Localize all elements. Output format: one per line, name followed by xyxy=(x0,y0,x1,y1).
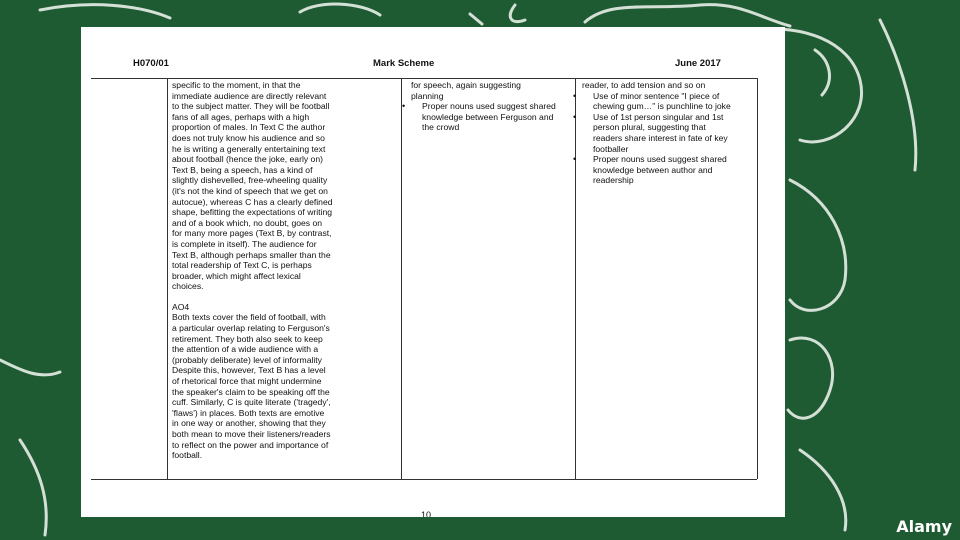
guidance-column xyxy=(172,80,360,461)
table-top-rule xyxy=(91,78,757,79)
column-divider xyxy=(167,78,168,479)
paper-code: H070/01 xyxy=(133,58,169,69)
guidance-paragraph: specific to the moment, in that the immediate audience are directly relevant to the subject matter. They will be football fans of all ages, perhaps with a high proportion of males. In Text C the author does not truly know his audience and so he is writing a generally entertaining text about football (hence the joke, early on) Text B, being a speech, has a kind of slightly dishevelled, free-wheeling quality (it's not the kind of speech that we get on autocue), whereas C has a clearly defined shape, befitting the expectations of writing and of a book which, no doubt, goes on for many more pages (Text B, by contrast, is complete in itself). The audience for Text B, although perhaps smaller than the total readership of Text C, is perhaps broader, which might affect lexical choices. xyxy=(172,80,333,292)
document-title: Mark Scheme xyxy=(373,58,435,69)
text-c-column xyxy=(582,80,752,186)
text-b-column xyxy=(411,80,571,133)
bullet-point: • Use of minor sentence "I piece of chewing gum…" is punchline to joke xyxy=(582,91,752,112)
column-divider xyxy=(757,78,758,479)
bullet-point: • Proper nouns used suggest shared knowledge between Ferguson and the crowd xyxy=(411,101,571,133)
exam-date: June 2017 xyxy=(675,58,721,69)
bullet-point: • Use of 1st person singular and 1st person plural, suggesting that readers share interest in fate of key footballer xyxy=(582,112,752,154)
table-bottom-rule xyxy=(91,479,757,480)
page-number: 10 xyxy=(421,510,432,517)
assessment-objective-heading: AO4 xyxy=(172,301,190,312)
column-divider xyxy=(575,78,576,479)
column-divider xyxy=(401,78,402,479)
continuation-text: reader, to add tension and so on xyxy=(582,80,706,90)
watermark-logo: Alamy xyxy=(896,517,952,536)
bullet-point: • Proper nouns used suggest shared knowledge between author and readership xyxy=(582,154,752,186)
continuation-text: for speech, again suggesting planning xyxy=(411,80,521,101)
mark-scheme-page xyxy=(81,27,785,517)
guidance-paragraph: Both texts cover the field of football, with a particular overlap relating to Ferguson's retirement. They both also seek to keep the attention of a wide audience with a (probably deliberate) level of informality Despite this, however, Text B has a level of rhetorical force that might undermine the speaker's claim to be speaking off the cuff. Similarly, C is quite literate ('tragedy', 'flaws') in places. Both texts are emotive in one way or another, showing that they both mean to move their listeners/readers to reflect on the power and importance of football. xyxy=(172,312,331,461)
